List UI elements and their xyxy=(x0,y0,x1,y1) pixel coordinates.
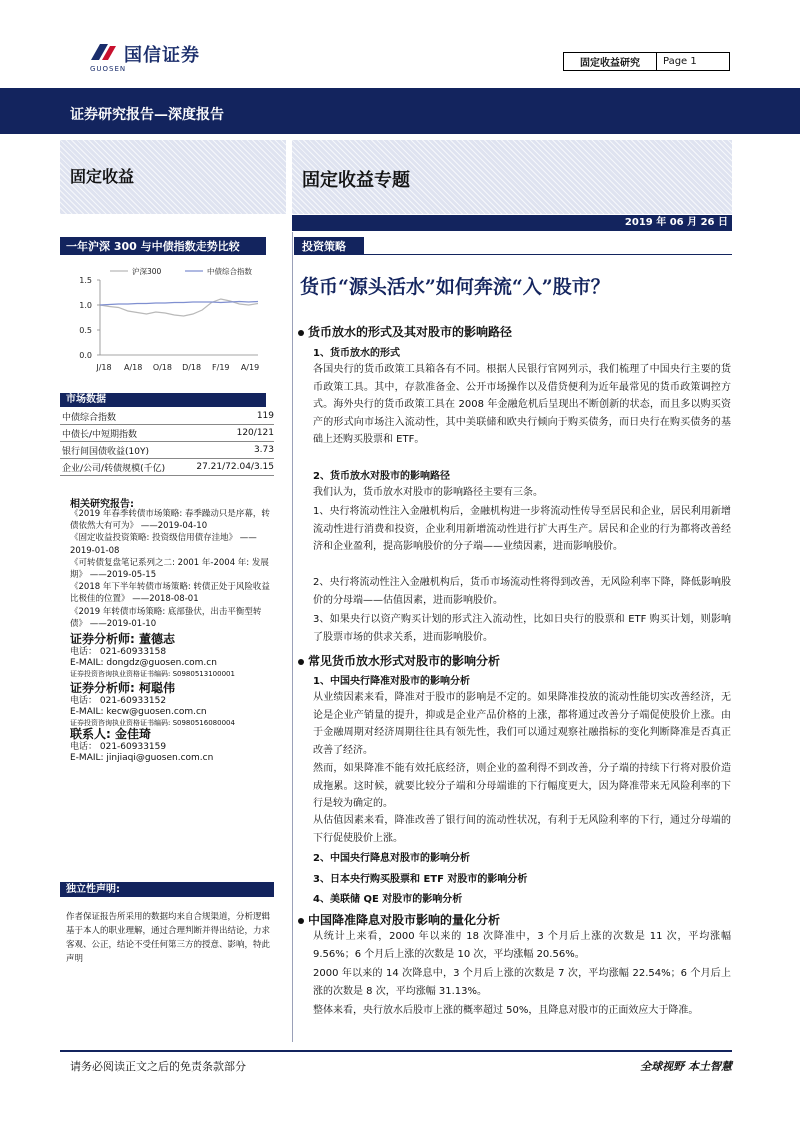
footer-divider xyxy=(60,1050,732,1052)
y-tick-label: 0.5 xyxy=(79,326,92,335)
related-reports-list xyxy=(70,508,275,630)
analyst-phone: 电话： 021-60933158 xyxy=(70,647,167,657)
section-heading xyxy=(298,911,500,928)
related-report-item[interactable]: 《2018 年下半年转债市场策略: 转债正处于风险收益比极佳的位置》 ——2018-08-01 xyxy=(70,582,270,605)
market-data-title: 市场数据 xyxy=(60,393,266,407)
header-category: 固定收益研究 xyxy=(564,53,657,70)
subsection-heading: 4、美联储 QE 对股市的影响分析 xyxy=(313,894,463,905)
bullet-icon xyxy=(298,918,304,924)
market-label: 中债综合指数 xyxy=(60,408,183,425)
independence-statement: 作者保证报告所采用的数据均来自合规渠道，分析逻辑基于本人的职业理解，通过合理判断并得出结论，力求客观、公正，结论不受任何第三方的授意、影响，特此声明 xyxy=(66,912,271,964)
paragraph: 然而，如果降准不能有效托底经济，则企业的盈利得不到改善，分子端的持续下行将对股价造成拖累。这时候，就要比较分子端和分母端谁的下行幅度更大，因为降准带来无风险利率的下行是较为确定的。 xyxy=(313,763,731,809)
related-report-item[interactable]: 《可转债复盘笔记系列之二: 2001 年-2004 年: 发展期》 ——2019-05-15 xyxy=(70,557,269,581)
x-tick-label: F/19 xyxy=(212,363,230,372)
section-heading-text: 中国降准降息对股市影响的量化分析 xyxy=(308,913,501,927)
market-value: 120/121 xyxy=(183,425,274,442)
table-row xyxy=(60,425,274,442)
subsection-heading: 1、货币放水的形式 xyxy=(313,348,400,359)
subsection-heading: 1、中国央行降准对股市的影响分析 xyxy=(313,676,470,687)
tag-underline xyxy=(364,254,732,255)
paragraph: 2000 年以来的 14 次降息中，3 个月后上涨的次数是 7 次，平均涨幅 22.54%；6 个月后上涨的次数是 8 次，平均涨幅 31.13%。 xyxy=(313,968,731,997)
header-page-box xyxy=(563,52,730,71)
paragraph: 整体来看，央行放水后股市上涨的概率超过 50%，且降息对股市的正面效应大于降准。 xyxy=(313,1005,699,1016)
market-label: 中债长/中短期指数 xyxy=(60,425,183,442)
table-row xyxy=(60,442,274,459)
analyst-block xyxy=(70,680,280,729)
bullet-icon xyxy=(298,330,304,336)
logo-en-text: GUOSEN xyxy=(90,65,127,73)
x-tick-label: J/18 xyxy=(96,363,112,372)
market-value: 27.21/72.04/3.15 xyxy=(183,459,274,476)
index-trend-chart xyxy=(60,262,270,382)
paragraph: 3、如果央行以资产购买计划的形式注入流动性，比如日央行的股票和 ETF 购买计划，则影响了股票市场的供求关系，进而影响股价。 xyxy=(313,614,731,643)
section-heading-text: 货币放水的形式及其对股市的影响路径 xyxy=(308,325,513,339)
sector-label: 固定收益 xyxy=(70,167,135,186)
analyst-phone: 电话： 021-60933152 xyxy=(70,696,167,706)
x-tick-label: A/19 xyxy=(240,363,260,372)
y-tick-label: 0.0 xyxy=(79,351,92,360)
topic-label: 固定收益专题 xyxy=(302,170,410,191)
market-label: 企业/公司/转债规模(千亿) xyxy=(60,459,183,476)
legend-label: 中债综合指数 xyxy=(207,267,252,276)
section-heading-text: 常见货币放水形式对股市的影响分析 xyxy=(308,654,501,668)
x-tick-label: A/18 xyxy=(124,363,143,372)
paragraph: 1、央行将流动性注入金融机构后，金融机构进一步将流动性传导至居民和企业，居民利用新增流动性进行消费和投资，企业利用新增流动性进行扩大再生产。居民和企业的行为都将改善经济和企业盈利，提高影响股价的分子端——业绩因素，进而影响股价。 xyxy=(313,506,731,552)
footer-slogan: 全球视野 本土智慧 xyxy=(640,1060,732,1073)
report-date: 2019 年 06 月 26 日 xyxy=(624,217,728,228)
section-heading xyxy=(298,652,500,669)
analyst-block xyxy=(70,631,280,680)
legend-label: 沪深300 xyxy=(132,267,162,276)
footer-disclaimer-note: 请务必阅读正文之后的免责条款部分 xyxy=(70,1060,246,1073)
analyst-name: 证券分析师: 董德志 xyxy=(70,632,175,646)
report-type: 证券研究报告—深度报告 xyxy=(70,107,224,123)
y-tick-label: 1.5 xyxy=(79,276,92,285)
market-label: 银行间国债收益(10Y) xyxy=(60,442,183,459)
independence-title: 独立性声明: xyxy=(60,882,274,897)
market-value: 119 xyxy=(183,408,274,425)
contact-name: 联系人: 金佳琦 xyxy=(70,727,151,741)
contact-email[interactable]: E-MAIL: jinjiaqi@guosen.com.cn xyxy=(70,753,214,763)
column-divider xyxy=(292,232,293,1042)
paragraph: 从统计上来看，2000 年以来的 18 次降准中，3 个月后上涨的次数是 11 次，平均涨幅 9.56%；6 个月后上涨的次数是 10 次，平均涨幅 20.56%。 xyxy=(313,931,731,960)
analyst-email[interactable]: E-MAIL: kecw@guosen.com.cn xyxy=(70,707,207,717)
subsection-heading: 2、货币放水对股市的影响路径 xyxy=(313,471,450,482)
paragraph: 各国央行的货币政策工具箱各有不同。根据人民银行官网列示，我们梳理了中国央行主要的货币政策工具。其中，存款准备金、公开市场操作以及借贷便利为近年最常见的货币政策调控方式。海外央行的货币政策工具在 2008 年金融危机后呈现出不断创新的状态，而且多以购买资产的形式向市场注入流动性，其中美联储和欧央行倾向于购买债务，而日央行在购买债务的基础上还购买股票和 ETF。 xyxy=(313,364,731,445)
section-heading xyxy=(298,323,512,340)
table-row xyxy=(60,408,274,425)
paragraph: 我们认为，货币放水对股市的影响路径主要有三条。 xyxy=(313,487,543,498)
sector-band xyxy=(60,140,286,214)
subsection-heading: 3、日本央行购买股票和 ETF 对股市的影响分析 xyxy=(313,874,528,885)
bullet-icon xyxy=(298,659,304,665)
y-tick-label: 1.0 xyxy=(79,301,92,310)
analyst-cert: 证券投资咨询执业资格证书编码: S0980513100001 xyxy=(70,670,235,678)
report-type-band xyxy=(0,88,800,134)
contact-block xyxy=(70,726,280,764)
subsection-heading: 2、中国央行降息对股市的影响分析 xyxy=(313,853,470,864)
paragraph: 从估值因素来看，降准改善了银行间的流动性状况，有利于无风险利率的下行，通过分母端的下行促使股价上涨。 xyxy=(313,815,731,844)
paragraph: 2、央行将流动性注入金融机构后，货币市场流动性将得到改善，无风险利率下降，降低影响股价的分母端——估值因素，进而影响股价。 xyxy=(313,577,731,606)
market-data-table xyxy=(60,408,274,476)
related-report-item[interactable]: 《固定收益投资策略: 投资级信用债存洼地》 ——2019-01-08 xyxy=(70,533,257,556)
series-line xyxy=(100,302,258,306)
market-value: 3.73 xyxy=(183,442,274,459)
paragraph: 从业绩因素来看，降准对于股市的影响是不定的。如果降准投放的流动性能切实改善经济，无论是企业产销量的提升，抑或是企业产品价格的上涨，都将通过改善分子端促使股价上涨。由于金融周期对经济周期往往具有领先性，我们可以通过观察社融指标的变化判断降准是否真正改善了经济。 xyxy=(313,692,731,756)
header-page-number: Page 1 xyxy=(663,56,697,67)
section-tag: 投资策略 xyxy=(294,237,364,255)
related-reports-title: 相关研究报告: xyxy=(70,499,134,510)
topic-band xyxy=(292,140,732,214)
chart-title: 一年沪深 300 与中债指数走势比较 xyxy=(60,237,266,255)
table-row xyxy=(60,459,274,476)
x-tick-label: O/18 xyxy=(152,363,172,372)
analyst-cert: 证券投资咨询执业资格证书编码: S0980516080004 xyxy=(70,719,235,727)
analyst-name: 证券分析师: 柯聪伟 xyxy=(70,681,175,695)
report-title: 货币“源头活水”如何奔流“入”股市？ xyxy=(300,276,610,298)
related-report-item[interactable]: 《2019 年春季转债市场策略: 春季躁动只是序幕，转债依然大有可为》 ——2019-04-10 xyxy=(70,509,270,532)
contact-phone: 电话： 021-60933159 xyxy=(70,742,167,752)
related-report-item[interactable]: 《2019 年转债市场策略: 底部蛰伏，出击平衡型转债》 ——2019-01-10 xyxy=(70,606,262,629)
analyst-email[interactable]: E-MAIL: dongdz@guosen.com.cn xyxy=(70,658,217,668)
x-tick-label: D/18 xyxy=(182,363,202,372)
guosen-logo-icon xyxy=(88,40,118,64)
logo-text: 国信证券 xyxy=(124,45,200,66)
